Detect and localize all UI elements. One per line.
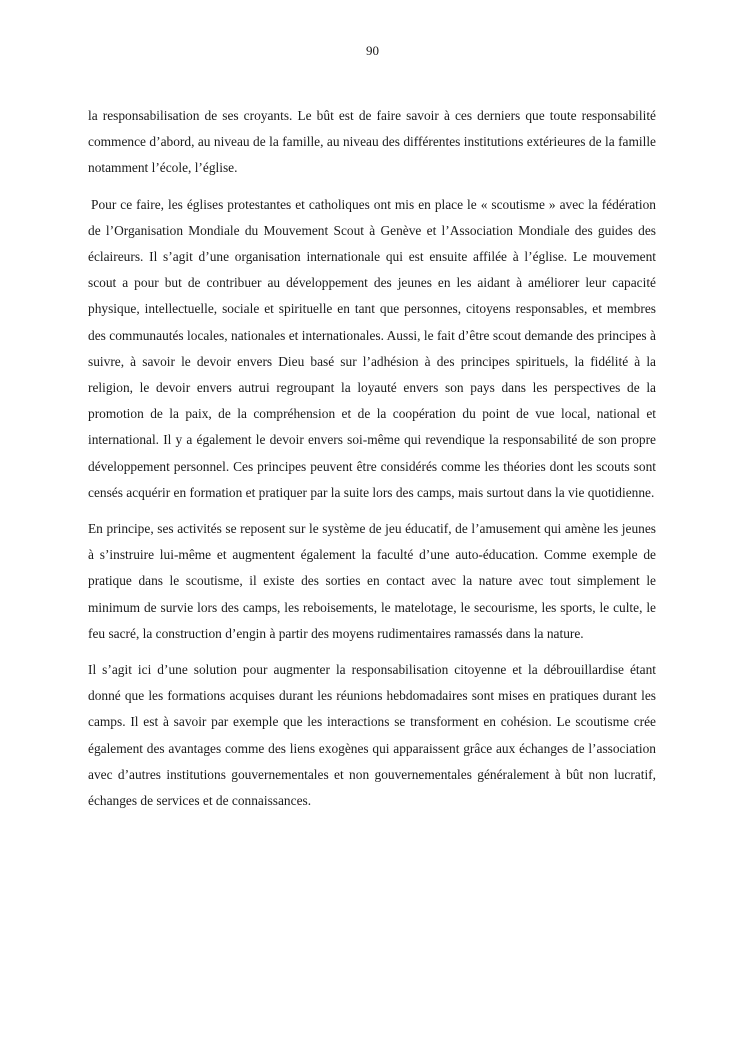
paragraph-responsabilisation: la responsabilisation de ses croyants. Le bût est de faire savoir à ces derniers que toute responsabilité commence d’abord, au niveau de la famille, au niveau des différentes institutions extérieures de la famille notamment l’école, l’église. bbox=[88, 108, 656, 176]
paragraph-solution: Il s’agit ici d’une solution pour augmenter la responsabilisation citoyenne et la débrouillardise étant donné que les formations acquises durant les réunions hebdomadaires sont mises en pratiques durant les camps. Il est à savoir par exemple que les interactions se transforment en cohésion. Le scoutisme crée également des avantages comme des liens exogènes qui apparaissent grâce aux échanges de l’association avec d’autres institutions gouvernementales et non gouvernementales généralement à bût non lucratif, échanges de services et de connaissances. bbox=[88, 662, 656, 809]
page-number: 90 bbox=[366, 43, 379, 58]
paragraph-scoutisme: Pour ce faire, les églises protestantes et catholiques ont mis en place le « scoutisme » avec la fédération de l’Organisation Mondiale du Mouvement Scout à Genève et l’Association Mondiale des guides des éclaireurs. Il s’agit d’une organisation internationale qui est ensuite affilée à l’église. Le mouvement scout a pour but de contribuer au développement des jeunes en les aidant à améliorer leur capacité physique, intellectuelle, sociale et spirituelle en tant que personnes, citoyens responsables, et membres des communautés locales, nationales et internationales. Aussi, le fait d’être scout demande des principes à suivre, à savoir le devoir envers Dieu basé sur l’adhésion à des principes spirituels, la fidélité à la religion, le devoir envers autrui regroupant la loyauté envers son pays dans les perspectives de la promotion de la paix, de la compréhension et de la coopération du point de vue local, national et international. Il y a également le devoir envers soi-même qui revendique la responsabilité de son propre développement personnel. Ces principes peuvent être considérés comme les théories dont les scouts sont censés acquérir en formation et pratiquer par la suite lors des camps, mais surtout dans la vie quotidienne. bbox=[88, 196, 656, 500]
paragraph-activites: En principe, ses activités se reposent sur le système de jeu éducatif, de l’amusement qui amène les jeunes à s’instruire lui-même et augmentent également la faculté d’une auto-éducation. Comme exemple de pratique dans le scoutisme, il existe des sorties en contact avec la nature avec tout simplement le minimum de survie lors des camps, les reboisements, le matelotage, le secourisme, les sports, le culte, le feu sacré, la construction d’engin à partir des moyens rudimentaires ramassés dans la nature. bbox=[88, 521, 656, 641]
body-text bbox=[88, 103, 656, 824]
